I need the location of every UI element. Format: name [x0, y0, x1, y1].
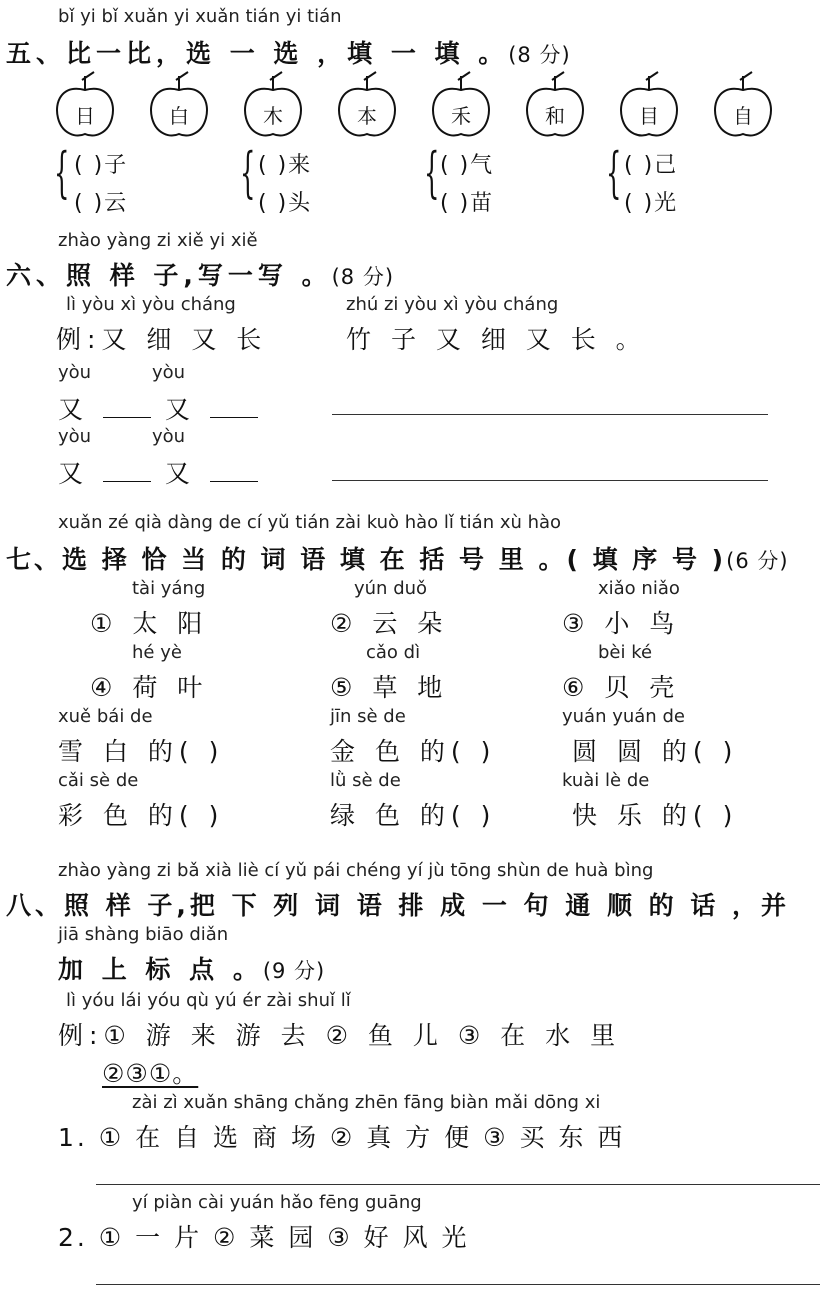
option5: ⑤ 草 地 [330, 673, 449, 702]
apple-5 [428, 68, 494, 140]
option1: ① 太 阳 [90, 609, 209, 638]
apple-char: 日 [75, 104, 95, 128]
brace-icon: { [240, 141, 256, 204]
row1 [58, 390, 258, 426]
group1-top: ( )子 [74, 153, 129, 178]
apple-char: 木 [263, 104, 283, 128]
brace-icon: { [424, 141, 440, 204]
option6: ⑥ 贝 壳 [562, 673, 681, 702]
q1: 1. ① 在 自 选 商 场 ② 真 方 便 ③ 买 东 西 [58, 1123, 626, 1152]
section8-title1: 八、照 样 子,把 下 列 词 语 排 成 一 句 通 顺 的 话 ，并 [6, 891, 791, 920]
option4: ④ 荷 叶 [90, 673, 209, 702]
section7-score: (6 分) [726, 549, 789, 573]
row2-answer-line[interactable] [332, 480, 768, 481]
section6-example-pinyin-right: zhú zi yòu xì yòu cháng [346, 294, 559, 315]
option5-pinyin: cǎo dì [366, 642, 421, 663]
section8-title2-text: 加 上 标 点 。 [58, 955, 263, 984]
group2-bottom: ( )头 [258, 191, 313, 216]
fill2-pinyin: jīn sè de [330, 706, 406, 727]
section8-pinyin2: jiā shàng biāo diǎn [58, 924, 229, 945]
fill2[interactable]: 金 色 的( ) [330, 737, 497, 766]
fill6[interactable]: 快 乐 的( ) [572, 801, 739, 830]
section8-pinyin1: zhào yàng zi bǎ xià liè cí yǔ pái chéng yí jù tōng shùn de huà bìng [58, 860, 654, 881]
group2-top: ( )来 [258, 153, 313, 178]
row1-pinyin2: yòu [152, 362, 186, 383]
apple-3 [240, 68, 306, 140]
apple-char: 白 [169, 104, 189, 128]
q1-pinyin: zài zì xuǎn shāng chǎng zhēn fāng biàn mǎi dōng xi [132, 1092, 601, 1113]
apple-char: 自 [733, 104, 753, 128]
section5-title [6, 34, 571, 70]
section6-pinyin: zhào yàng zi xiě yi xiě [58, 230, 258, 251]
group4-bottom: ( )光 [624, 191, 679, 216]
option2-pinyin: yún duǒ [354, 578, 428, 599]
fill4-pinyin: cǎi sè de [58, 770, 139, 791]
fill3[interactable]: 圆 圆 的( ) [572, 737, 739, 766]
fill6-pinyin: kuài lè de [562, 770, 650, 791]
section5-pinyin: bǐ yi bǐ xuǎn yi xuǎn tián yi tián [58, 6, 342, 27]
group4-top: ( )己 [624, 153, 679, 178]
apple-char: 目 [639, 104, 659, 128]
q2: 2. ① 一 片 ② 菜 园 ③ 好 风 光 [58, 1223, 470, 1252]
fill3-pinyin: yuán yuán de [562, 706, 685, 727]
apple-8 [710, 68, 776, 140]
row1-char1: 又 [58, 395, 90, 424]
q1-answer-line[interactable] [96, 1184, 820, 1185]
q2-answer-line[interactable] [96, 1284, 820, 1285]
row2-pinyin1: yòu [58, 426, 92, 447]
section6-title-text: 六、照 样 子,写一写 。 [6, 261, 332, 290]
row1-blank2[interactable] [210, 395, 258, 418]
q2-pinyin: yí piàn cài yuán hǎo fēng guāng [132, 1192, 422, 1213]
section8-example-answer: ②③①。 [102, 1059, 199, 1088]
section7-title [6, 540, 789, 576]
brace-icon: { [606, 141, 622, 204]
apple-char: 禾 [451, 104, 471, 128]
option3-pinyin: xiǎo niǎo [598, 578, 680, 599]
section6-title [6, 256, 394, 292]
section8-title2 [58, 950, 325, 986]
section8-score: (9 分) [262, 959, 326, 983]
section6-example-pinyin-left: lì yòu xì yòu cháng [66, 294, 236, 315]
apple-1 [52, 68, 118, 140]
fill1[interactable]: 雪 白 的( ) [58, 737, 225, 766]
row2-char2: 又 [164, 459, 196, 488]
fill1-pinyin: xuě bái de [58, 706, 153, 727]
option4-pinyin: hé yè [132, 642, 182, 663]
apple-char: 本 [357, 104, 377, 128]
group3-bottom: ( )苗 [440, 191, 495, 216]
row2-pinyin2: yòu [152, 426, 186, 447]
section8-example-pinyin: lì yóu lái yóu qù yú ér zài shuǐ lǐ [66, 990, 351, 1011]
row2 [58, 454, 258, 490]
section6-example-left: 例:又 细 又 长 [56, 325, 268, 354]
fill5-pinyin: lǜ sè de [330, 770, 401, 791]
fill4[interactable]: 彩 色 的( ) [58, 801, 225, 830]
row1-answer-line[interactable] [332, 414, 768, 415]
apple-7 [616, 68, 682, 140]
section5-title-text: 五、比一比，选 一 选 ，填 一 填 。 [6, 39, 509, 68]
section8-example: 例:① 游 来 游 去 ② 鱼 儿 ③ 在 水 里 [58, 1021, 622, 1050]
fill5[interactable]: 绿 色 的( ) [330, 801, 497, 830]
brace-icon: { [54, 141, 70, 204]
section6-score: (8 分) [331, 265, 395, 289]
option3: ③ 小 鸟 [562, 609, 681, 638]
apple-4 [334, 68, 400, 140]
option6-pinyin: bèi ké [598, 642, 653, 663]
section7-title-text: 七、选 择 恰 当 的 词 语 填 在 括 号 里 。( 填 序 号 ) [6, 545, 727, 574]
row1-blank1[interactable] [103, 395, 151, 418]
section6-example-right: 竹 子 又 细 又 长 。 [346, 325, 647, 354]
option2: ② 云 朵 [330, 609, 449, 638]
row2-blank1[interactable] [103, 459, 151, 482]
apple-char: 和 [545, 104, 565, 128]
row2-blank2[interactable] [210, 459, 258, 482]
group3-top: ( )气 [440, 153, 495, 178]
row2-char1: 又 [58, 459, 90, 488]
row1-char2: 又 [164, 395, 196, 424]
section7-pinyin: xuǎn zé qià dàng de cí yǔ tián zài kuò hào lǐ tián xù hào [58, 512, 562, 533]
group1-bottom: ( )云 [74, 191, 129, 216]
option1-pinyin: tài yáng [132, 578, 206, 599]
section5-score: (8 分) [508, 43, 571, 67]
row1-pinyin1: yòu [58, 362, 92, 383]
apple-6 [522, 68, 588, 140]
apple-2 [146, 68, 212, 140]
